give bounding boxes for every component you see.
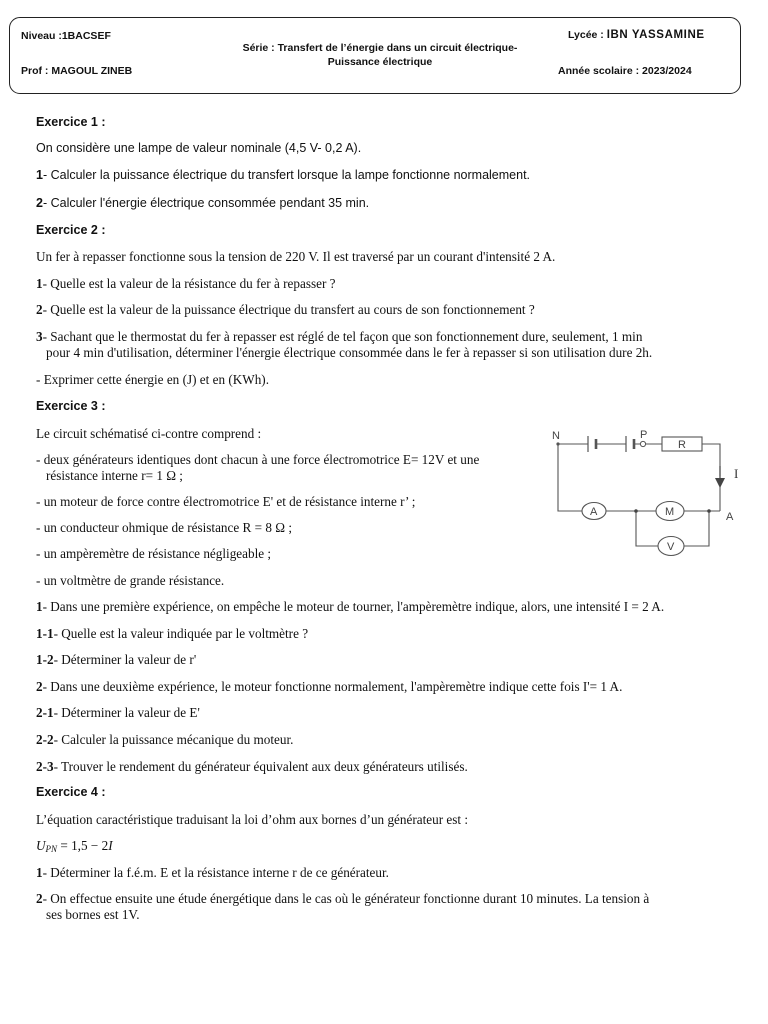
question-text: - Déterminer la valeur de E': [53, 705, 200, 720]
lycee-prefix: Lycée :: [568, 29, 604, 41]
node-top-left: [556, 442, 559, 445]
exercise-1-intro: On considère une lampe de valeur nominale (4,5 V- 0,2 A).: [36, 141, 362, 155]
exercise-4-question-1: [36, 865, 389, 881]
question-text: - Déterminer la f.é.m. E et la résistance interne r de ce générateur.: [42, 865, 389, 880]
exercise-3-item-1b: résistance interne r= 1 Ω ;: [46, 468, 183, 483]
prof-label: Prof : MAGOUL ZINEB: [21, 65, 133, 77]
label-ammeter: A: [590, 506, 598, 518]
generator-1: [588, 436, 596, 452]
exercise-3-title: Exercice 3 :: [36, 399, 106, 413]
question-number: 2: [36, 679, 43, 694]
exercise-1-question-1: [36, 168, 530, 182]
equation-rhs: = 1,5 − 2: [57, 838, 109, 853]
wire-voltmeter-branch-right: [684, 511, 709, 546]
exercise-4-question-2a: [36, 891, 649, 907]
exercise-3-item-3: - un conducteur ohmique de résistance R = 8 Ω ;: [36, 520, 293, 535]
serie-title-line2: Puissance électrique: [327, 56, 433, 68]
header-box: [9, 17, 741, 94]
serie-title-line1: Série : Transfert de l’énergie dans un circuit électrique-: [242, 42, 518, 54]
question-number: 1: [36, 276, 43, 291]
exercise-4-equation: [36, 838, 113, 854]
exercise-3-question-2-2: [36, 732, 293, 748]
question-text: - Déterminer la valeur de r': [53, 652, 197, 667]
question-number: 1: [36, 599, 43, 614]
equation-i: I: [108, 838, 113, 853]
question-text: - Calculer la puissance mécanique du moteur.: [53, 732, 294, 747]
question-number: 1: [36, 865, 43, 880]
exercise-1-title: Exercice 1 :: [36, 115, 106, 129]
question-number: 2: [36, 196, 43, 210]
wire-left: [558, 444, 582, 511]
wire-voltmeter-branch: [636, 511, 658, 546]
label-n: N: [552, 430, 560, 442]
question-text: - Dans une deuxième expérience, le moteur fonctionne normalement, l'ampèremètre indique cette fois I'= 1 A.: [42, 679, 623, 694]
exercise-2-question-1: [36, 276, 336, 292]
equation-u: U: [36, 838, 46, 853]
exercise-2-title: Exercice 2 :: [36, 223, 106, 237]
node-bottom-left: [634, 509, 638, 513]
exercise-3-item-4: - un ampèremètre de résistance négligeable ;: [36, 546, 272, 561]
lycee-name: IBN YASSAMINE: [606, 29, 705, 41]
exercise-4-title: Exercice 4 :: [36, 785, 106, 799]
question-text: - Calculer la puissance électrique du transfert lorsque la lampe fonctionne normalement.: [42, 168, 531, 182]
exercise-3-question-2: [36, 679, 622, 695]
exercise-3-question-2-3: [36, 759, 468, 775]
label-p: P: [640, 429, 648, 441]
exercise-3-question-1: [36, 599, 664, 615]
exercise-3-question-2-1: [36, 705, 200, 721]
wire-top-end: [702, 444, 720, 476]
exercise-3-question-1-1: [36, 626, 308, 642]
exercise-2-question-4: - Exprimer cette énergie en (J) et en (KWh).: [36, 372, 269, 387]
exercise-1-question-2: [36, 196, 369, 210]
exercise-2-question-3b: pour 4 min d'utilisation, déterminer l'énergie électrique consommée dans le fer à repasser si son utilisation dure 2h.: [46, 345, 653, 360]
question-text: - Quelle est la valeur de la puissance électrique du transfert au cours de son fonctionnement ?: [42, 302, 535, 317]
exercise-3-item-1a: - deux générateurs identiques dont chacun à une force électromotrice E= 12V et une: [36, 452, 480, 467]
question-number: 1-1: [36, 626, 54, 641]
circuit-diagram: [544, 426, 744, 562]
question-number: 2: [36, 891, 43, 906]
question-text: - Quelle est la valeur de la résistance du fer à repasser ?: [42, 276, 336, 291]
node-p: [640, 441, 645, 446]
question-text: - Dans une première expérience, on empêche le moteur de tourner, l'ampèremètre indique, alors, une intensité I = 2 A.: [42, 599, 665, 614]
current-arrow: [715, 466, 725, 488]
question-text: - Quelle est la valeur indiquée par le voltmètre ?: [53, 626, 309, 641]
annee-label: Année scolaire : 2023/2024: [558, 65, 692, 77]
question-text: - Calculer l'énergie électrique consommée pendant 35 min.: [42, 196, 370, 210]
exercise-4-question-2b: ses bornes est 1V.: [46, 907, 140, 922]
node-bottom-right: [707, 509, 711, 513]
question-number: 2: [36, 302, 43, 317]
question-number: 1-2: [36, 652, 54, 667]
serie-title: [180, 41, 580, 69]
question-text: - On effectue ensuite une étude énergétique dans le cas où le générateur fonctionne durant 10 minutes. La tension à: [42, 891, 650, 906]
label-a-node: A: [726, 511, 734, 523]
exercise-3-intro: Le circuit schématisé ci-contre comprend :: [36, 426, 262, 441]
lycee-label: [568, 29, 705, 41]
exercise-2-question-2: [36, 302, 535, 318]
exercise-3-item-2: - un moteur de force contre électromotrice E' et de résistance interne r’ ;: [36, 494, 416, 509]
label-motor: M: [665, 506, 675, 518]
generator-2: [626, 436, 634, 452]
equation-subscript: PN: [45, 844, 58, 854]
question-number: 2-2: [36, 732, 54, 747]
question-number: 2-3: [36, 759, 54, 774]
question-text: - Sachant que le thermostat du fer à repasser est réglé de tel façon que son fonctionnement dure, seulement, 1 min: [42, 329, 643, 344]
label-r: R: [678, 439, 686, 451]
question-number: 1: [36, 168, 43, 182]
question-number: 3: [36, 329, 43, 344]
niveau-label: Niveau :1BACSEF: [21, 30, 111, 42]
exercise-2-intro: Un fer à repasser fonctionne sous la tension de 220 V. Il est traversé par un courant d'intensité 2 A.: [36, 249, 556, 264]
exercise-3-item-5: - un voltmètre de grande résistance.: [36, 573, 225, 588]
label-current: I: [734, 466, 739, 481]
question-text: - Trouver le rendement du générateur équivalent aux deux générateurs utilisés.: [53, 759, 468, 774]
label-voltmeter: V: [667, 541, 675, 553]
exercise-2-question-3a: [36, 329, 642, 345]
exercise-4-intro: L’équation caractéristique traduisant la loi d’ohm aux bornes d’un générateur est :: [36, 812, 468, 827]
question-number: 2-1: [36, 705, 54, 720]
exercise-3-question-1-2: [36, 652, 196, 668]
